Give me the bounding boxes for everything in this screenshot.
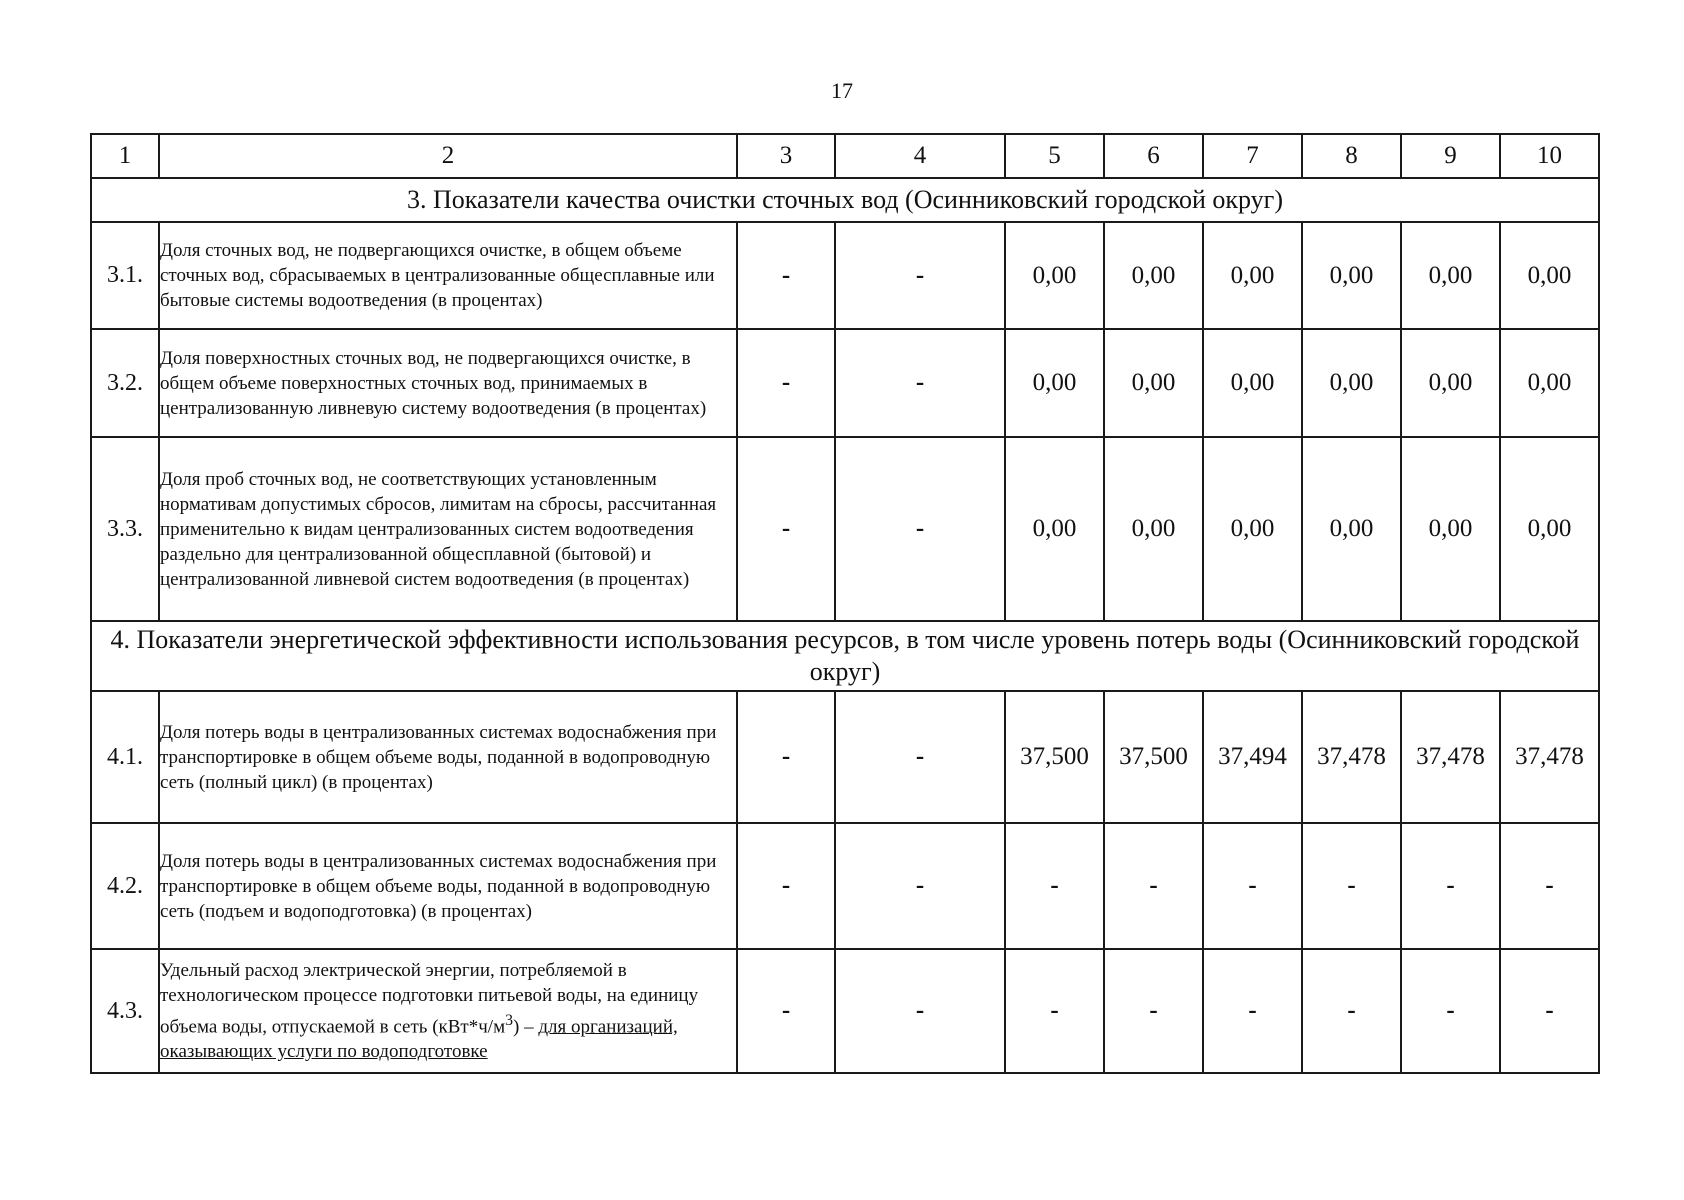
row-number: 4.2. (91, 823, 159, 949)
cell-col4: - (835, 437, 1005, 621)
cell-col4: - (835, 823, 1005, 949)
cell-value: 37,500 (1005, 691, 1104, 823)
cell-col3: - (737, 329, 835, 437)
row-description: Доля поверхностных сточных вод, не подвергающихся очистке, в общем объеме поверхностных сточных вод, принимаемых в централизованную ливневую систему водоотведения (в процентах) (159, 329, 737, 437)
cell-col3: - (737, 691, 835, 823)
cell-value: 0,00 (1302, 437, 1401, 621)
row-description: Доля проб сточных вод, не соответствующих установленным нормативам допустимых сбросов, лимитам на сбросы, рассчитанная применительно к видам централизованных систем водоотведения раздельно для централизованной общесплавной (бытовой) и централизованной ливневой систем водоотведения (в процентах) (159, 437, 737, 621)
column-number: 3 (737, 134, 835, 178)
cell-col3: - (737, 949, 835, 1073)
cell-value: 37,500 (1104, 691, 1203, 823)
cell-value: - (1500, 823, 1599, 949)
column-number: 7 (1203, 134, 1302, 178)
row-description: Доля сточных вод, не подвергающихся очистке, в общем объеме сточных вод, сбрасываемых в централизованные общесплавные или бытовые системы водоотведения (в процентах) (159, 222, 737, 329)
cell-value: - (1005, 949, 1104, 1073)
cell-col4: - (835, 329, 1005, 437)
indicators-table (90, 133, 1600, 1074)
row-description: Доля потерь воды в централизованных системах водоснабжения при транспортировке в общем объеме воды, поданной в водопроводную сеть (полный цикл) (в процентах) (159, 691, 737, 823)
column-number: 8 (1302, 134, 1401, 178)
cell-value: 0,00 (1203, 329, 1302, 437)
column-number: 4 (835, 134, 1005, 178)
description-text: Удельный расход электрической энергии, потребляемой в технологическом процессе подготовки питьевой воды, на единицу объема воды, отпускаемой в сеть (кВт*ч/м (160, 959, 699, 1038)
column-numbers-row (91, 134, 1599, 178)
cell-value: 0,00 (1005, 329, 1104, 437)
cell-value: 0,00 (1401, 437, 1500, 621)
cell-value: 0,00 (1203, 222, 1302, 329)
row-number: 4.3. (91, 949, 159, 1073)
cell-value: - (1500, 949, 1599, 1073)
cell-value: 0,00 (1104, 329, 1203, 437)
table-row (91, 949, 1599, 1073)
table-row (91, 691, 1599, 823)
cell-value: - (1203, 823, 1302, 949)
cell-value: - (1401, 949, 1500, 1073)
cell-col4: - (835, 949, 1005, 1073)
cell-value: - (1302, 949, 1401, 1073)
cell-value: - (1302, 823, 1401, 949)
description-text: ) – (513, 1016, 539, 1038)
cell-value: 0,00 (1500, 437, 1599, 621)
cell-value: 0,00 (1401, 329, 1500, 437)
cell-col3: - (737, 823, 835, 949)
cell-value: 0,00 (1005, 437, 1104, 621)
column-number: 2 (159, 134, 737, 178)
cell-value: 0,00 (1500, 329, 1599, 437)
cell-col3: - (737, 222, 835, 329)
column-number: 1 (91, 134, 159, 178)
cell-value: - (1203, 949, 1302, 1073)
underlined-note: для организаций, оказывающих услуги по водоподготовке (160, 1016, 678, 1063)
row-description: Доля потерь воды в централизованных системах водоснабжения при транспортировке в общем объеме воды, поданной в водопроводную сеть (подъем и водоподготовка) (в процентах) (159, 823, 737, 949)
table-row (91, 437, 1599, 621)
section-header-row (91, 621, 1599, 691)
cell-value: 37,478 (1302, 691, 1401, 823)
cell-value: 37,478 (1500, 691, 1599, 823)
cell-value: 0,00 (1203, 437, 1302, 621)
superscript: 3 (505, 1011, 514, 1029)
cell-value: 0,00 (1500, 222, 1599, 329)
section-title: 3. Показатели качества очистки сточных вод (Осинниковский городской округ) (91, 178, 1599, 222)
row-number: 3.3. (91, 437, 159, 621)
table-row (91, 329, 1599, 437)
page-number: 17 (831, 78, 853, 103)
table-row (91, 222, 1599, 329)
cell-value: 0,00 (1302, 222, 1401, 329)
cell-value: - (1401, 823, 1500, 949)
row-number: 3.1. (91, 222, 159, 329)
section-title: 4. Показатели энергетической эффективности использования ресурсов, в том числе уровень потерь воды (Осинниковский городской округ) (91, 621, 1599, 691)
section-header-row (91, 178, 1599, 222)
cell-col4: - (835, 222, 1005, 329)
column-number: 10 (1500, 134, 1599, 178)
row-number: 3.2. (91, 329, 159, 437)
column-number: 6 (1104, 134, 1203, 178)
cell-value: - (1104, 823, 1203, 949)
cell-col3: - (737, 437, 835, 621)
row-number: 4.1. (91, 691, 159, 823)
cell-value: 0,00 (1104, 222, 1203, 329)
row-description (159, 949, 737, 1073)
cell-value: 0,00 (1401, 222, 1500, 329)
column-number: 9 (1401, 134, 1500, 178)
table-row (91, 823, 1599, 949)
cell-col4: - (835, 691, 1005, 823)
cell-value: 37,478 (1401, 691, 1500, 823)
cell-value: 0,00 (1104, 437, 1203, 621)
cell-value: 37,494 (1203, 691, 1302, 823)
column-number: 5 (1005, 134, 1104, 178)
cell-value: 0,00 (1302, 329, 1401, 437)
cell-value: 0,00 (1005, 222, 1104, 329)
cell-value: - (1104, 949, 1203, 1073)
cell-value: - (1005, 823, 1104, 949)
